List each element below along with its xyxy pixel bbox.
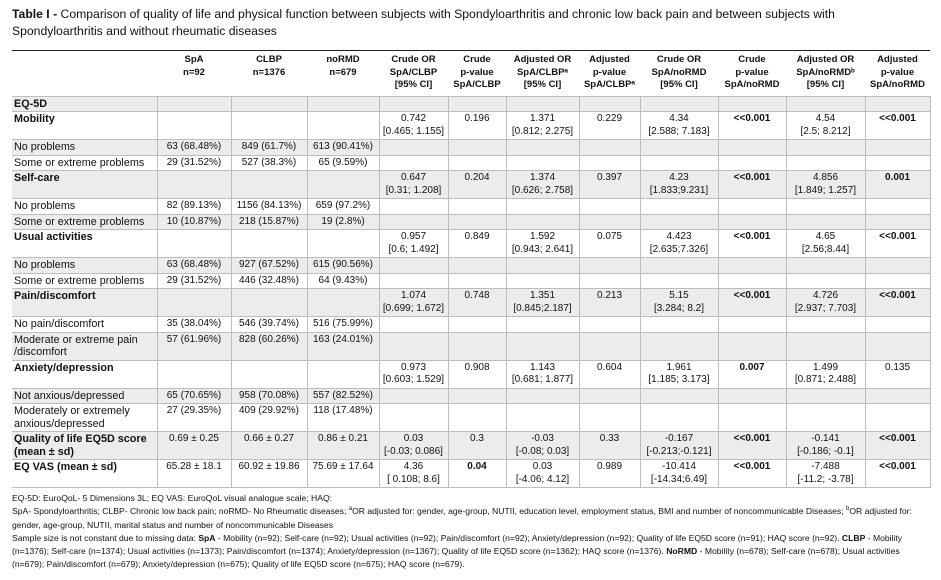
table-cell: 527 (38.3%) (231, 155, 307, 171)
table-cell: <<0.001 (865, 289, 930, 317)
table-cell (786, 404, 865, 432)
table-row (12, 404, 930, 432)
table-cell: 27 (29.35%) (157, 404, 231, 432)
table-cell (865, 273, 930, 289)
table-cell (579, 96, 640, 112)
table-cell (307, 96, 379, 112)
table-cell (379, 404, 448, 432)
table-cell (448, 155, 506, 171)
table-cell: 1.374 [0.626; 2.758] (506, 171, 579, 199)
row-label: Mobility (12, 112, 157, 140)
row-label: Self-care (12, 171, 157, 199)
table-cell: <<0.001 (718, 289, 786, 317)
table-cell: 0.007 (718, 360, 786, 388)
table-cell (786, 317, 865, 333)
table-cell: 19 (2.8%) (307, 214, 379, 230)
row-label: Anxiety/depression (12, 360, 157, 388)
table-cell (640, 214, 718, 230)
table-row (12, 155, 930, 171)
table-cell (506, 273, 579, 289)
table-cell (718, 273, 786, 289)
table-row (12, 360, 930, 388)
column-header: CLBP n=1376 (252, 54, 286, 78)
table-cell: 64 (9.43%) (307, 273, 379, 289)
table-cell (231, 112, 307, 140)
table-cell (640, 388, 718, 404)
table-cell (231, 289, 307, 317)
table-cell: 659 (97.2%) (307, 199, 379, 215)
table-cell: 63 (68.48%) (157, 140, 231, 156)
table-row (12, 140, 930, 156)
table-cell (506, 140, 579, 156)
table-caption (12, 6, 927, 40)
table-cell (379, 258, 448, 274)
table-cell: 5.15 [3.284; 8.2] (640, 289, 718, 317)
table-cell (640, 155, 718, 171)
column-header: Crude OR SpA/CLBP [95% CI] (389, 54, 438, 90)
table-cell (579, 317, 640, 333)
table-cell (640, 199, 718, 215)
table-cell: 0.196 (448, 112, 506, 140)
abbrev-text: SpA- Spondyloarthritis; CLBP- Chronic low back pain; noRMD- No Rheumatic diseases; (12, 506, 349, 517)
table-cell (718, 404, 786, 432)
column-header: Adjusted OR SpA/noRMDᵇ [95% CI] (796, 54, 855, 90)
table-cell: 0.604 (579, 360, 640, 388)
sample-intro: Sample size is not constant due to missing data: (12, 532, 199, 543)
table-cell (640, 404, 718, 432)
table-cell: <<0.001 (865, 112, 930, 140)
table-row (12, 214, 930, 230)
table-row (12, 96, 930, 112)
table-cell (448, 96, 506, 112)
superscript-a: a (348, 506, 353, 513)
table-cell: 1.074 [0.699; 1.672] (379, 289, 448, 317)
table-cell: 1.143 [0.681; 1.877] (506, 360, 579, 388)
table-cell: 958 (70.08%) (231, 388, 307, 404)
table-cell: 1.499 [0.871; 2.488] (786, 360, 865, 388)
table-cell: 0.66 ± 0.27 (231, 432, 307, 460)
table-row (12, 171, 930, 199)
table-cell (379, 96, 448, 112)
table-cell: 0.989 (579, 460, 640, 488)
table-cell (865, 317, 930, 333)
table-cell (231, 171, 307, 199)
row-label: Moderate or extreme pain /discomfort (12, 332, 157, 360)
table-cell (786, 199, 865, 215)
table-label: Table I - (12, 7, 58, 21)
table-cell (640, 273, 718, 289)
table-row (12, 289, 930, 317)
table-cell: 0.03 [-0.03; 0.086] (379, 432, 448, 460)
table-cell (640, 317, 718, 333)
table-cell: 0.204 (448, 171, 506, 199)
table-cell (786, 273, 865, 289)
table-cell: 927 (67.52%) (231, 258, 307, 274)
table-cell: 0.135 (865, 360, 930, 388)
table-cell (865, 155, 930, 171)
table-cell: 0.397 (579, 171, 640, 199)
table-cell (307, 230, 379, 258)
table-cell (865, 199, 930, 215)
table-cell (865, 214, 930, 230)
table-cell: 4.65 [2.56;8.44] (786, 230, 865, 258)
table-cell: 0.957 [0.6; 1.492] (379, 230, 448, 258)
table-row (12, 258, 930, 274)
table-cell (157, 289, 231, 317)
table-cell (865, 404, 930, 432)
table-cell: 613 (90.41%) (307, 140, 379, 156)
row-label: EQ VAS (mean ± sd) (12, 460, 157, 488)
table-cell (786, 140, 865, 156)
table-cell: 0.908 (448, 360, 506, 388)
table-cell: 118 (17.48%) (307, 404, 379, 432)
table-row (12, 332, 930, 360)
table-cell: <<0.001 (718, 230, 786, 258)
row-label: EQ-5D (12, 96, 157, 112)
table-cell (448, 317, 506, 333)
table-cell (379, 273, 448, 289)
table-cell (506, 317, 579, 333)
table-cell (640, 140, 718, 156)
table-cell (157, 112, 231, 140)
table-cell (579, 199, 640, 215)
table-cell (307, 360, 379, 388)
table-cell (506, 332, 579, 360)
table-cell: <<0.001 (718, 171, 786, 199)
table-cell: 4.36 [ 0.108; 8.6] (379, 460, 448, 488)
table-cell: 0.03 [-4.06; 4.12] (506, 460, 579, 488)
table-cell: 57 (61.96%) (157, 332, 231, 360)
table-cell (718, 96, 786, 112)
table-cell: <<0.001 (718, 112, 786, 140)
table-cell (865, 258, 930, 274)
table-cell (865, 96, 930, 112)
table-cell: -10.414 [-14.34;6.49] (640, 460, 718, 488)
table-cell: -0.141 [-0.186; -0.1] (786, 432, 865, 460)
table-cell: 4.54 [2.5; 8.212] (786, 112, 865, 140)
column-header: SpA n=92 (183, 54, 205, 78)
table-cell (786, 388, 865, 404)
table-row (12, 388, 930, 404)
table-cell: 82 (89.13%) (157, 199, 231, 215)
table-cell (379, 140, 448, 156)
column-header (12, 51, 157, 97)
table-cell: <<0.001 (718, 432, 786, 460)
row-label: Some or extreme problems (12, 214, 157, 230)
table-cell: 29 (31.52%) (157, 155, 231, 171)
note-a: OR adjusted for: gender, age-group, NUTII, education level, employment status, BMI and number of noncommunicable Diseases; (352, 506, 846, 517)
table-cell: 0.849 (448, 230, 506, 258)
table-cell: 546 (39.74%) (231, 317, 307, 333)
table-cell (718, 214, 786, 230)
table-cell (579, 258, 640, 274)
table-cell: 446 (32.48%) (231, 273, 307, 289)
table-cell: 0.33 (579, 432, 640, 460)
table-cell: 0.04 (448, 460, 506, 488)
table-cell (379, 317, 448, 333)
table-cell: <<0.001 (718, 460, 786, 488)
row-label: Pain/discomfort (12, 289, 157, 317)
table-cell (379, 155, 448, 171)
table-row (12, 230, 930, 258)
table-cell (640, 96, 718, 112)
table-cell (157, 171, 231, 199)
table-cell (379, 214, 448, 230)
footnote-definitions (12, 505, 930, 532)
footnote-abbreviations: EQ-5D: EuroQoL- 5 Dimensions 3L; EQ VAS: EuroQoL visual analogue scale; HAQ: (12, 493, 333, 503)
table-row (12, 460, 930, 488)
table-cell (579, 332, 640, 360)
table-cell: 557 (82.52%) (307, 388, 379, 404)
footnote-sample-size (12, 532, 930, 572)
table-cell: 4.34 [2.588; 7.183] (640, 112, 718, 140)
table-cell (786, 155, 865, 171)
column-header: Adjusted OR SpA/CLBPᵃ [95% CI] (513, 54, 572, 90)
table-cell: 615 (90.56%) (307, 258, 379, 274)
table-cell: 29 (31.52%) (157, 273, 231, 289)
table-cell: 1.592 [0.943; 2.641] (506, 230, 579, 258)
table-cell (786, 214, 865, 230)
table-cell: 4.23 [1.833;9.231] (640, 171, 718, 199)
table-cell (448, 404, 506, 432)
table-cell (506, 388, 579, 404)
table-cell (448, 140, 506, 156)
table-cell (718, 388, 786, 404)
table-cell (379, 332, 448, 360)
table-cell (718, 140, 786, 156)
table-cell (718, 258, 786, 274)
table-cell (506, 214, 579, 230)
table-cell (718, 199, 786, 215)
row-label: Quality of life EQ5D score (mean ± sd) (12, 432, 157, 460)
table-cell: 65 (9.59%) (307, 155, 379, 171)
table-cell: 163 (24.01%) (307, 332, 379, 360)
table-cell (307, 171, 379, 199)
superscript-b: b (846, 506, 850, 513)
row-label: Not anxious/depressed (12, 388, 157, 404)
table-cell: 0.86 ± 0.21 (307, 432, 379, 460)
table-cell (579, 214, 640, 230)
table-cell: 63 (68.48%) (157, 258, 231, 274)
table-cell (579, 140, 640, 156)
row-label: No problems (12, 258, 157, 274)
normd-label: NoRMD (666, 546, 698, 557)
table-cell: 1.961 [1.185; 3.173] (640, 360, 718, 388)
results-table (12, 50, 931, 488)
table-cell (379, 388, 448, 404)
table-cell: -7.488 [-11.2; -3.78] (786, 460, 865, 488)
table-cell (231, 96, 307, 112)
column-header: Adjusted p-value SpA/CLBPᵃ (583, 54, 636, 90)
table-cell (448, 214, 506, 230)
note-b: OR adjusted for: gender, age-group, NUTII, marital status and number of noncommunicable Diseases (12, 506, 912, 530)
table-cell (579, 388, 640, 404)
row-label: Moderately or extremely anxious/depressed (12, 404, 157, 432)
row-label: Some or extreme problems (12, 273, 157, 289)
table-cell: -0.03 [-0.08; 0.03] (506, 432, 579, 460)
table-cell (157, 360, 231, 388)
table-cell: 0.229 (579, 112, 640, 140)
spa-text: - Mobility (n=92); Self-care (n=92); Usual activities (n=92); Pain/discomfort (n=92); Anxiety/depression (n=92); Quality of life EQ5D score (n=91); HAQ score (n=92). (215, 532, 842, 543)
table-cell: 849 (61.7%) (231, 140, 307, 156)
table-cell: 0.075 (579, 230, 640, 258)
table-cell: 218 (15.87%) (231, 214, 307, 230)
table-cell (579, 404, 640, 432)
header-row (12, 51, 930, 97)
table-cell: 0.748 (448, 289, 506, 317)
table-cell: 4.856 [1.849; 1.257] (786, 171, 865, 199)
table-cell (865, 140, 930, 156)
clbp-label: CLBP (841, 532, 866, 543)
column-header: noRMD n=679 (326, 54, 360, 78)
table-cell: 4.423 [2.635;7.326] (640, 230, 718, 258)
row-label: Usual activities (12, 230, 157, 258)
table-row (12, 432, 930, 460)
table-cell: 1156 (84.13%) (231, 199, 307, 215)
table-title: Comparison of quality of life and physical function between subjects with Spondyloarthritis and chronic low back pain and between subjects with Spondyloarthritis and without rheumatic diseases (12, 7, 835, 38)
table-cell (865, 388, 930, 404)
table-row (12, 199, 930, 215)
table-cell (718, 332, 786, 360)
table-cell: 4.726 [2.937; 7.703] (786, 289, 865, 317)
table-cell (579, 273, 640, 289)
table-cell (865, 332, 930, 360)
table-cell: 60.92 ± 19.86 (231, 460, 307, 488)
table-cell (506, 96, 579, 112)
column-header: Crude p-value SpA/noRMD (724, 54, 780, 90)
table-cell (640, 332, 718, 360)
table-cell (786, 96, 865, 112)
table-cell (231, 230, 307, 258)
table-cell: 1.371 [0.812; 2.275] (506, 112, 579, 140)
table-cell: -0.167 [-0.213;-0.121] (640, 432, 718, 460)
table-cell: <<0.001 (865, 230, 930, 258)
column-header: Crude OR SpA/noRMD [95% CI] (651, 54, 707, 90)
table-cell (448, 273, 506, 289)
column-header: Crude p-value SpA/CLBP (453, 54, 501, 90)
table-cell: 0.213 (579, 289, 640, 317)
normd-text: - Mobility (n=678); Self-care (n=678); Usual activities (n=679); Pain/discomfort (n=679); Anxiety/depression (n=675); Quality of life EQ5D score (n=675); HAQ score (n=679). (12, 546, 900, 570)
table-cell: 0.3 (448, 432, 506, 460)
table-cell: 10 (10.87%) (157, 214, 231, 230)
table-cell (307, 289, 379, 317)
row-label: No problems (12, 140, 157, 156)
table-cell: 35 (38.04%) (157, 317, 231, 333)
table-cell: 65.28 ± 18.1 (157, 460, 231, 488)
table-cell: 65 (70.65%) (157, 388, 231, 404)
row-label: No pain/discomfort (12, 317, 157, 333)
table-cell (506, 258, 579, 274)
table-cell: 0.69 ± 0.25 (157, 432, 231, 460)
table-cell: 828 (60.26%) (231, 332, 307, 360)
table-cell: 0.001 (865, 171, 930, 199)
table-cell: 0.973 [0.603; 1.529] (379, 360, 448, 388)
table-cell (307, 112, 379, 140)
table-cell: 1.351 [0.845;2.187] (506, 289, 579, 317)
table-cell (718, 317, 786, 333)
table-cell (157, 230, 231, 258)
table-cell (786, 258, 865, 274)
table-cell (448, 199, 506, 215)
table-cell (506, 155, 579, 171)
table-cell: 0.647 [0.31; 1.208] (379, 171, 448, 199)
table-cell (448, 332, 506, 360)
table-cell (157, 96, 231, 112)
table-cell (506, 404, 579, 432)
clbp-text: - Mobility (n=1376); Self-care (n=1374); Usual activities (n=1373); Pain/discomfort (n=1374); Anxiety/depression (n=1367); Quality of life EQ5D score (n=1362); HAQ score (n=1376). (12, 532, 903, 557)
table-cell (448, 258, 506, 274)
table-cell (379, 199, 448, 215)
table-row (12, 317, 930, 333)
table-cell (448, 388, 506, 404)
footnotes (12, 492, 930, 572)
table-cell: 409 (29.92%) (231, 404, 307, 432)
table-cell: <<0.001 (865, 432, 930, 460)
column-header: Adjusted p-value SpA/noRMD (870, 54, 925, 90)
table-cell (786, 332, 865, 360)
table-cell: 75.69 ± 17.64 (307, 460, 379, 488)
row-label: No problems (12, 199, 157, 215)
row-label: Some or extreme problems (12, 155, 157, 171)
table-cell (718, 155, 786, 171)
table-cell (231, 360, 307, 388)
table-cell (579, 155, 640, 171)
table-cell: <<0.001 (865, 460, 930, 488)
table-cell: 516 (75.99%) (307, 317, 379, 333)
table-row (12, 273, 930, 289)
spa-label: SpA (198, 532, 216, 543)
table-row (12, 112, 930, 140)
table-cell: 0.742 [0.465; 1.155] (379, 112, 448, 140)
table-cell (506, 199, 579, 215)
table-cell (640, 258, 718, 274)
